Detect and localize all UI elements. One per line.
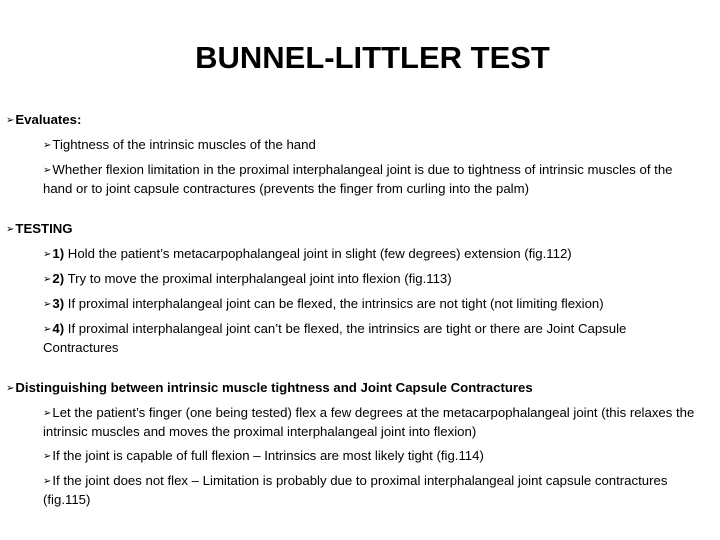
arrow-bullet-icon: ➢	[43, 408, 52, 419]
bullet-text: Hold the patient’s metacarpophalangeal joint in slight (few degrees) extension (fig.112)	[67, 246, 572, 261]
step-number: 3)	[52, 296, 65, 311]
slide-title: BUNNEL-LITTLER TEST	[195, 40, 550, 75]
bullet-text: If the joint is capable of full flexion – Intrinsics are most likely tight (fig.114)	[52, 448, 484, 463]
step-number: 2)	[52, 271, 65, 286]
bullet-item	[43, 447, 698, 466]
bullet-text: If proximal interphalangeal joint can’t be flexed, the intrinsics are tight or there are Joint Capsule Contractures	[43, 321, 627, 355]
arrow-bullet-icon: ➢	[43, 249, 52, 260]
bullet-text: Let the patient’s finger (one being tested) flex a few degrees at the metacarpophalangeal joint (this relaxes the intrinsic muscles and moves the proximal interphalangeal joint into flexion)	[43, 405, 695, 439]
section-heading-evaluates	[6, 111, 706, 130]
section-heading-testing	[6, 220, 706, 239]
arrow-bullet-icon: ➢	[43, 476, 52, 487]
arrow-bullet-icon: ➢	[43, 140, 52, 151]
bullet-text: Tightness of the intrinsic muscles of the hand	[52, 137, 316, 152]
bullet-item	[43, 136, 698, 155]
bullet-item	[43, 472, 698, 509]
arrow-bullet-icon: ➢	[6, 383, 15, 394]
step-number: 1)	[52, 246, 65, 261]
bullet-text: Try to move the proximal interphalangeal joint into flexion (fig.113)	[67, 271, 452, 286]
step-number: 4)	[52, 321, 65, 336]
bullet-text: Whether flexion limitation in the proximal interphalangeal joint is due to tightness of intrinsic muscles of the hand or to joint capsule contractures (prevents the finger from curling into the palm)	[43, 162, 673, 196]
bullet-item	[43, 404, 698, 441]
section-heading-distinguishing	[6, 379, 706, 398]
bullet-text: If proximal interphalangeal joint can be flexed, the intrinsics are not tight (not limiting flexion)	[67, 296, 604, 311]
slide-content	[6, 111, 706, 509]
section-heading-text: Distinguishing between intrinsic muscle tightness and Joint Capsule Contractures	[15, 380, 533, 395]
arrow-bullet-icon: ➢	[43, 165, 52, 176]
bullet-text: If the joint does not flex – Limitation is probably due to proximal interphalangeal joint capsule contractures (fig.115)	[43, 473, 668, 507]
bullet-item	[43, 295, 698, 314]
section-heading-text: Evaluates:	[15, 112, 82, 127]
arrow-bullet-icon: ➢	[43, 299, 52, 310]
arrow-bullet-icon: ➢	[6, 224, 15, 235]
arrow-bullet-icon: ➢	[43, 451, 52, 462]
bullet-item	[43, 270, 698, 289]
arrow-bullet-icon: ➢	[43, 274, 52, 285]
arrow-bullet-icon: ➢	[6, 115, 15, 126]
arrow-bullet-icon: ➢	[43, 324, 52, 335]
bullet-item	[43, 245, 698, 264]
bullet-item	[43, 161, 698, 198]
bullet-item	[43, 320, 698, 357]
section-heading-text: TESTING	[15, 221, 73, 236]
